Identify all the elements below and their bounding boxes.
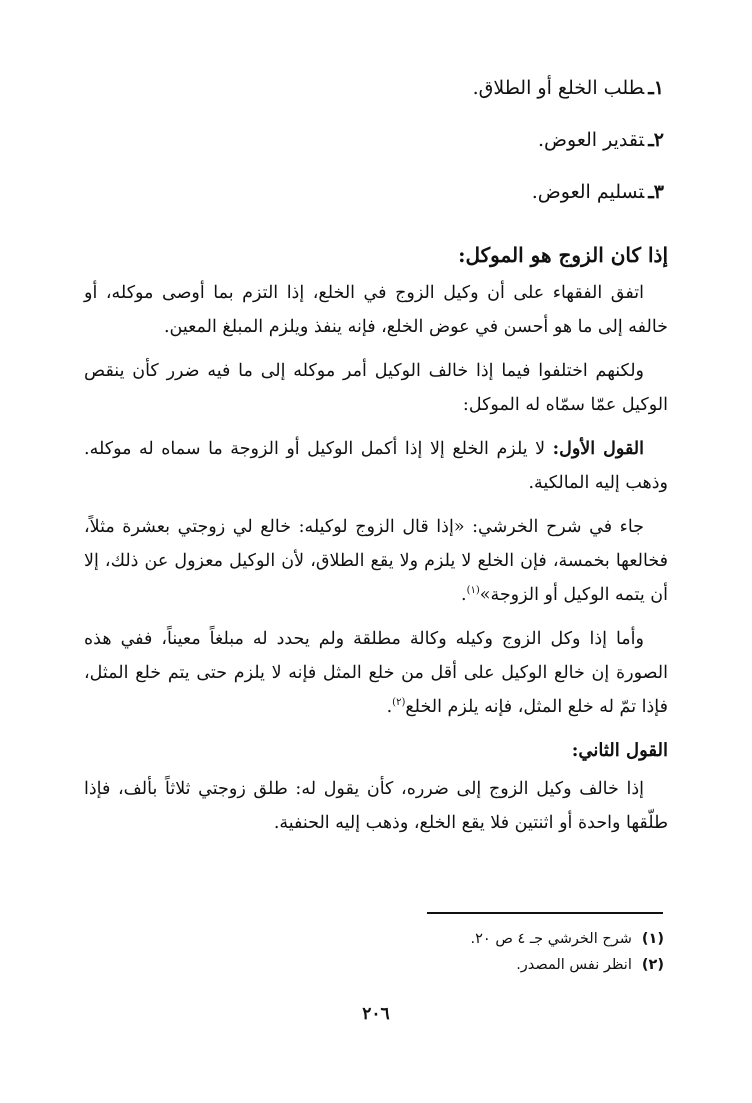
footnotes [84, 926, 664, 978]
footnote-number: (١) [641, 931, 664, 947]
paragraph-end: . [386, 697, 393, 717]
paragraph-text: لا يلزم الخلع إلا إذا أكمل الوكيل أو الزوجة ما سماه له موكله. وذهب إليه المالكية. [84, 439, 668, 493]
list-text: تقدير العوض. [538, 129, 645, 151]
paragraph [84, 622, 668, 724]
list-text: طلب الخلع أو الطلاق. [472, 77, 645, 99]
footnote-divider [427, 912, 663, 914]
footnote-text: انظر نفس المصدر. [516, 957, 632, 973]
paragraph: اتفق الفقهاء على أن وكيل الزوج في الخلع، إذا التزم بما أوصى موكله، أو خالفه إلى ما هو أحسن في عوض الخلع، فإنه ينفذ ويلزم المبلغ المعين. [84, 283, 668, 337]
page-number: ٢٠٦ [362, 1004, 390, 1024]
page-body [84, 62, 668, 840]
paragraph-end: . [460, 585, 467, 605]
paragraph [84, 432, 668, 500]
footnote-item [84, 926, 664, 952]
footnote-number: (٢) [641, 957, 664, 973]
list-text: تسليم العوض. [531, 181, 645, 203]
paragraph: إذا خالف وكيل الزوج إلى ضرره، كأن يقول له: طلق زوجتي ثلاثاً بألف، فإذا طلّقها واحدة أو اثنتين فلا يقع الخلع، وذهب إليه الحنفية. [84, 779, 668, 833]
list-item [84, 166, 668, 218]
footnote-ref[interactable]: (٢) [392, 697, 406, 709]
list-item [84, 62, 668, 114]
list-number: ٢ـ [648, 129, 664, 151]
paragraph-text: جاء في شرح الخرشي: «إذا قال الزوج لوكيله: خالع لي زوجتي بعشرة مثلاً، فخالعها بخمسة، فإن الخلع لا يلزم ولا يقع الطلاق، لأن الوكيل معزول عن ذلك، إلا أن يتمه الوكيل أو الزوجة» [84, 517, 668, 605]
paragraph-lead: القول الأول: [552, 439, 644, 459]
paragraph: ولكنهم اختلفوا فيما إذا خالف الوكيل أمر موكله إلى ما فيه ضرر كأن ينقص الوكيل عمّا سمّاه له الموكل: [84, 361, 668, 415]
section-heading: إذا كان الزوج هو الموكل: [458, 243, 668, 267]
sub-heading: القول الثاني: [571, 740, 668, 761]
list-item [84, 114, 668, 166]
footnote-ref[interactable]: (١) [466, 585, 480, 597]
footnote-text: شرح الخرشي جـ ٤ ص ٢٠. [470, 931, 632, 947]
list-number: ٣ـ [648, 181, 664, 203]
footnote-item [84, 952, 664, 978]
quote-paragraph [84, 510, 668, 612]
paragraph-text: وأما إذا وكل الزوج وكيله وكالة مطلقة ولم يحدد له مبلغاً معيناً، ففي هذه الصورة إن خالع الوكيل على أقل من خلع المثل فإنه لا يلزم حتى يتم خلع المثل، فإذا تمّ له خلع المثل، فإنه يلزم الخلع [84, 629, 668, 717]
list-number: ١ـ [648, 77, 664, 99]
